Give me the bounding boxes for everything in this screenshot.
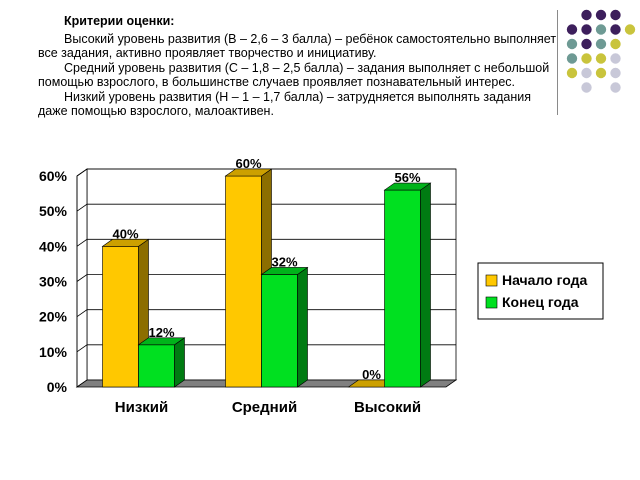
y-tick-label: 50% xyxy=(38,203,67,220)
legend-swatch xyxy=(486,275,497,286)
criteria-heading: Критерии оценки: xyxy=(64,14,175,28)
y-tick-label: 20% xyxy=(38,308,67,325)
criteria-high: Высокий уровень развития (В – 2,6 – 3 балла) – ребёнок самостоятельно выполняет все задания, активно проявляет творчество и инициативу. xyxy=(38,31,557,60)
y-tick-label: 10% xyxy=(38,343,67,360)
x-category-label: Средний xyxy=(231,399,298,416)
bar-front xyxy=(226,176,262,387)
y-tick-label: 0% xyxy=(46,379,67,395)
criteria-low: Низкий уровень развития (Н – 1 – 1,7 балла) – затрудняется выполнять задания даже помощью взрослого, малоактивен. xyxy=(38,89,531,118)
legend-label: Конец года xyxy=(502,294,579,310)
y-tick-label: 40% xyxy=(38,238,67,255)
bar-front xyxy=(139,345,175,387)
bar-side xyxy=(421,183,431,387)
bar-side xyxy=(298,267,308,387)
bar-end-0 xyxy=(139,338,185,387)
data-label: 0% xyxy=(362,367,381,382)
data-label: 60% xyxy=(235,156,262,171)
bar-front xyxy=(385,190,421,387)
legend-label: Начало года xyxy=(502,272,588,288)
data-label: 12% xyxy=(148,324,175,340)
bar-side xyxy=(175,338,185,387)
bar-end-2 xyxy=(385,183,431,387)
bar-end-1 xyxy=(262,267,308,387)
y-tick-label: 30% xyxy=(38,273,67,290)
data-label: 40% xyxy=(112,226,139,242)
data-label: 32% xyxy=(271,254,298,270)
bar-front xyxy=(262,274,298,387)
x-category-label: Низкий xyxy=(114,399,169,416)
bar-front xyxy=(103,246,139,387)
y-tick-label: 60% xyxy=(38,168,67,184)
legend xyxy=(478,263,603,319)
criteria-medium: Средний уровень развития (С – 1,8 – 2,5 балла) – задания выполняет с небольшой помощью взрослого, в большинстве случаев проявляет познавательный интерес. xyxy=(38,60,550,89)
x-category-label: Высокий xyxy=(353,399,422,416)
data-label: 56% xyxy=(394,170,421,186)
legend-swatch xyxy=(486,297,497,308)
